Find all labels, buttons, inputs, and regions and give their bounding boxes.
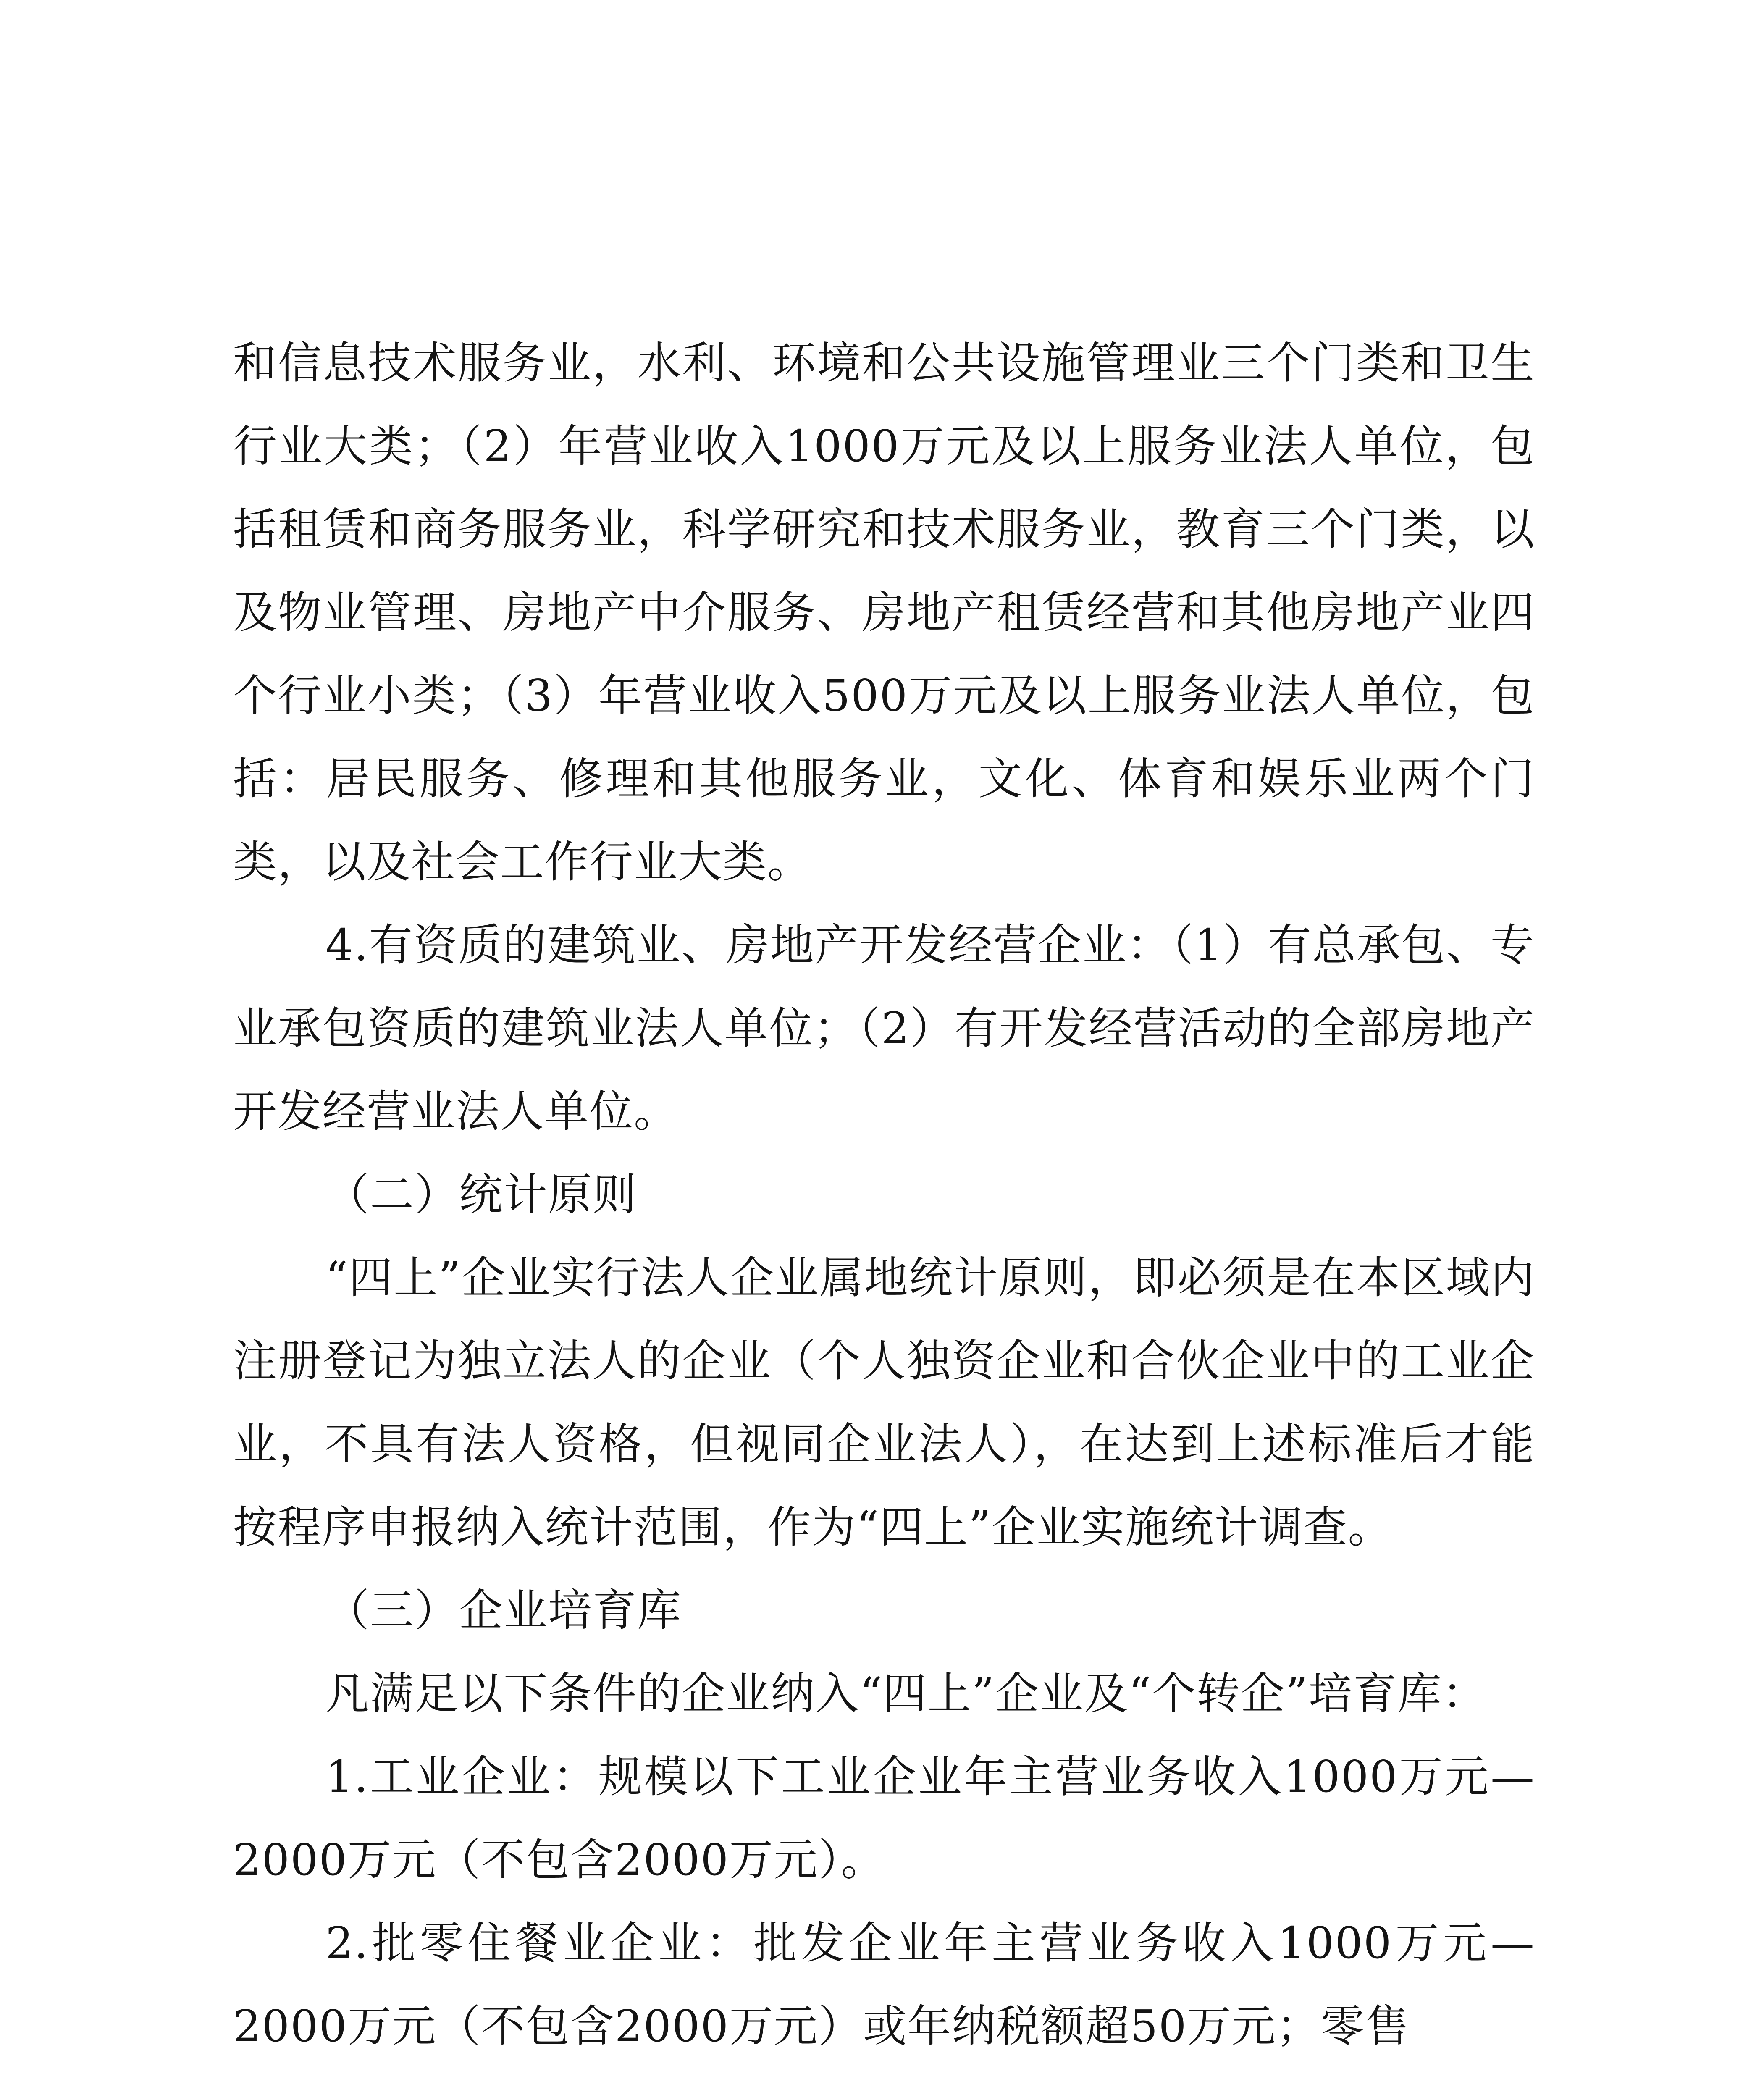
paragraph-construction-realestate: 4.有资质的建筑业、房地产开发经营企业：（1）有总承包、专业承包资质的建筑业法人单位；（2）有开发经营活动的全部房地产开发经营业法人单位。 bbox=[233, 919, 1535, 1137]
paragraph-industrial-enterprise: 1.工业企业：规模以下工业企业年主营业务收入1000万元—2000万元（不包含2000万元）。 bbox=[233, 1751, 1535, 1885]
paragraph-service-industry-continued: 和信息技术服务业，水利、环境和公共设施管理业三个门类和卫生行业大类；（2）年营业收入1000万元及以上服务业法人单位，包括租赁和商务服务业，科学研究和技术服务业，教育三个门类，以及物业管理、房地产中介服务、房地产租赁经营和其他房地产业四个行业小类；（3）年营业收入500万元及以上服务业法人单位，包括：居民服务、修理和其他服务业，文化、体育和娱乐业两个门类，以及社会工作行业大类。 bbox=[233, 337, 1535, 887]
paragraph-incubation-conditions-intro: 凡满足以下条件的企业纳入“四上”企业及“个转企”培育库： bbox=[326, 1668, 1487, 1719]
paragraph-statistical-principle: “四上”企业实行法人企业属地统计原则，即必须是在本区域内注册登记为独立法人的企业（个人独资企业和合伙企业中的工业企业，不具有法人资格，但视同企业法人），在达到上述标准后才能按程序申报纳入统计范围，作为“四上”企业实施统计调查。 bbox=[233, 1252, 1535, 1553]
document-body bbox=[233, 321, 1535, 2068]
paragraph-wholesale-retail-enterprise: 2.批零住餐业企业：批发企业年主营业务收入1000万元—2000万元（不包含2000万元）或年纳税额超50万元；零售 bbox=[233, 1917, 1535, 2052]
section-heading-statistical-principle: （二）统计原则 bbox=[326, 1169, 638, 1220]
section-heading-enterprise-incubation-pool: （三）企业培育库 bbox=[326, 1585, 682, 1636]
